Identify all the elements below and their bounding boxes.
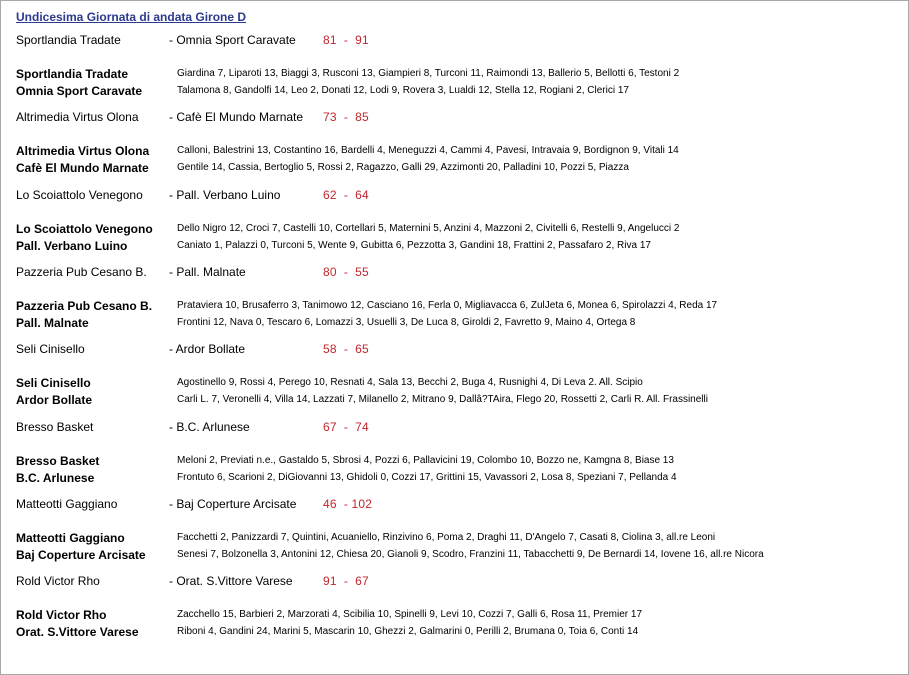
- match-score: 46 - 102: [323, 497, 373, 511]
- match-result: [0, 110, 909, 126]
- team-name: Pall. Verbano Luino: [16, 239, 128, 253]
- match-result: [0, 342, 909, 358]
- player-scores: Gentile 14, Cassia, Bertoglio 5, Rossi 2, Ragazzo, Galli 29, Azzimonti 20, Palladini 10, Pozzi 5, Piazza: [177, 162, 629, 173]
- player-scores: Zacchello 15, Barbieri 2, Marzorati 4, Scibilia 10, Spinelli 9, Levi 10, Cozzi 7, Galli 6, Rosa 11, Premier 17: [177, 609, 643, 620]
- match-score: 58 - 65: [323, 342, 369, 356]
- match-result: [0, 33, 909, 49]
- player-scores: Dello Nigro 12, Croci 7, Castelli 10, Cortellari 5, Maternini 5, Anzini 4, Mazzoni 2, Civitelli 6, Restelli 9, Angelucci 2: [177, 223, 680, 234]
- team-scorers-row: [0, 376, 909, 392]
- team-scorers-row: [0, 239, 909, 255]
- home-team-name: Pazzeria Pub Cesano B.: [16, 265, 147, 279]
- page-title[interactable]: Undicesima Giornata di andata Girone D: [16, 10, 247, 24]
- team-name: Lo Scoiattolo Venegono: [16, 222, 153, 236]
- match-score: 80 - 55: [323, 265, 369, 279]
- team-name: Orat. S.Vittore Varese: [16, 625, 139, 639]
- match-score: 67 - 74: [323, 420, 369, 434]
- team-scorers-row: [0, 393, 909, 409]
- team-scorers-row: [0, 608, 909, 624]
- match-result: [0, 265, 909, 281]
- team-scorers-row: [0, 144, 909, 160]
- away-team-name: - Ardor Bollate: [169, 342, 246, 356]
- team-scorers-row: [0, 454, 909, 470]
- player-scores: Facchetti 2, Panizzardi 7, Quintini, Acuaniello, Rinzivino 6, Poma 2, Draghi 11, D'Angelo 7, Casati 8, Ciolina 3, all.re Leoni: [177, 532, 716, 543]
- team-name: Pazzeria Pub Cesano B.: [16, 299, 153, 313]
- player-scores: Prataviera 10, Brusaferro 3, Tanimowo 12, Casciano 16, Ferla 0, Migliavacca 6, ZulJeta 6, Monea 6, Spirolazzi 4, Reda 17: [177, 300, 718, 311]
- player-scores: Meloni 2, Previati n.e., Gastaldo 5, Sbrosi 4, Pozzi 6, Pallavicini 19, Colombo 10, Bozzo ne, Kamgna 8, Biase 13: [177, 455, 674, 466]
- away-team-name: - Pall. Malnate: [169, 265, 246, 279]
- player-scores: Calloni, Balestrini 13, Costantino 16, Bardelli 4, Meneguzzi 4, Cammi 4, Pavesi, Intravaia 9, Bordignon 9, Vitali 14: [177, 145, 679, 156]
- home-team-name: Rold Victor Rho: [16, 574, 100, 588]
- player-scores: Talamona 8, Gandolfi 14, Leo 2, Donati 12, Lodi 9, Rovera 3, Lualdi 12, Stella 12, Rogiani 2, Clerici 17: [177, 85, 629, 96]
- away-team-name: - Omnia Sport Caravate: [169, 33, 296, 47]
- away-team-name: - Orat. S.Vittore Varese: [169, 574, 293, 588]
- match-result: [0, 497, 909, 513]
- match-score: 81 - 91: [323, 33, 369, 47]
- match-result: [0, 574, 909, 590]
- team-name: Altrimedia Virtus Olona: [16, 144, 150, 158]
- team-scorers-row: [0, 84, 909, 100]
- away-team-name: - Pall. Verbano Luino: [169, 188, 281, 202]
- match-score: 91 - 67: [323, 574, 369, 588]
- match-result: [0, 188, 909, 204]
- team-scorers-row: [0, 67, 909, 83]
- player-scores: Giardina 7, Liparoti 13, Biaggi 3, Rusconi 13, Giampieri 8, Turconi 11, Raimondi 13, Ballerio 5, Bellotti 6, Testoni 2: [177, 68, 680, 79]
- player-scores: Frontuto 6, Scarioni 2, DiGiovanni 13, Ghidoli 0, Cozzi 17, Grittini 15, Vavassori 2, Losa 8, Speziani 7, Pellanda 4: [177, 472, 677, 483]
- match-score: 73 - 85: [323, 110, 369, 124]
- match-score: 62 - 64: [323, 188, 369, 202]
- home-team-name: Lo Scoiattolo Venegono: [16, 188, 143, 202]
- team-name: Pall. Malnate: [16, 316, 89, 330]
- team-name: Sportlandia Tradate: [16, 67, 129, 81]
- team-name: Ardor Bollate: [16, 393, 93, 407]
- team-name: Rold Victor Rho: [16, 608, 107, 622]
- home-team-name: Matteotti Gaggiano: [16, 497, 118, 511]
- game-block: [0, 574, 909, 668]
- away-team-name: - B.C. Arlunese: [169, 420, 250, 434]
- home-team-name: Seli Cinisello: [16, 342, 85, 356]
- player-scores: Carli L. 7, Veronelli 4, Villa 14, Lazzati 7, Milanello 2, Mitrano 9, Dallâ?TAira, Flego 20, Rossetti 2, Carli R. All. Frassinelli: [177, 394, 708, 405]
- home-team-name: Bresso Basket: [16, 420, 94, 434]
- player-scores: Frontini 12, Nava 0, Tescaro 6, Lomazzi 3, Usuelli 3, De Luca 8, Giroldi 2, Favretto 9, Maino 4, Ortega 8: [177, 317, 636, 328]
- team-scorers-row: [0, 531, 909, 547]
- home-team-name: Altrimedia Virtus Olona: [16, 110, 139, 124]
- match-result: [0, 420, 909, 436]
- team-scorers-row: [0, 222, 909, 238]
- team-name: Bresso Basket: [16, 454, 100, 468]
- team-name: Omnia Sport Caravate: [16, 84, 143, 98]
- player-scores: Agostinello 9, Rossi 4, Perego 10, Resnati 4, Sala 13, Becchi 2, Buga 4, Rusnighi 4, Di Leva 2. All. Scipio: [177, 377, 643, 388]
- team-name: B.C. Arlunese: [16, 471, 95, 485]
- team-scorers-row: [0, 316, 909, 332]
- player-scores: Caniato 1, Palazzi 0, Turconi 5, Wente 9, Gubitta 6, Pezzotta 3, Gandini 18, Frattini 2, Passafaro 2, Riva 17: [177, 240, 651, 251]
- away-team-name: - Baj Coperture Arcisate: [169, 497, 297, 511]
- team-scorers-row: [0, 161, 909, 177]
- team-name: Baj Coperture Arcisate: [16, 548, 146, 562]
- team-scorers-row: [0, 625, 909, 641]
- player-scores: Riboni 4, Gandini 24, Marini 5, Mascarin 10, Ghezzi 2, Galmarini 0, Perilli 2, Brumana 0, Toia 6, Conti 14: [177, 626, 639, 637]
- team-scorers-row: [0, 548, 909, 564]
- team-scorers-row: [0, 299, 909, 315]
- player-scores: Senesi 7, Bolzonella 3, Antonini 12, Chiesa 20, Gianoli 9, Scodro, Franzini 11, Tabacchetti 9, De Bernardi 14, Iovene 16, all.re Nicora: [177, 549, 764, 560]
- team-scorers-row: [0, 471, 909, 487]
- team-name: Seli Cinisello: [16, 376, 91, 390]
- team-name: Matteotti Gaggiano: [16, 531, 125, 545]
- home-team-name: Sportlandia Tradate: [16, 33, 121, 47]
- away-team-name: - Cafè El Mundo Marnate: [169, 110, 304, 124]
- team-name: Cafè El Mundo Marnate: [16, 161, 149, 175]
